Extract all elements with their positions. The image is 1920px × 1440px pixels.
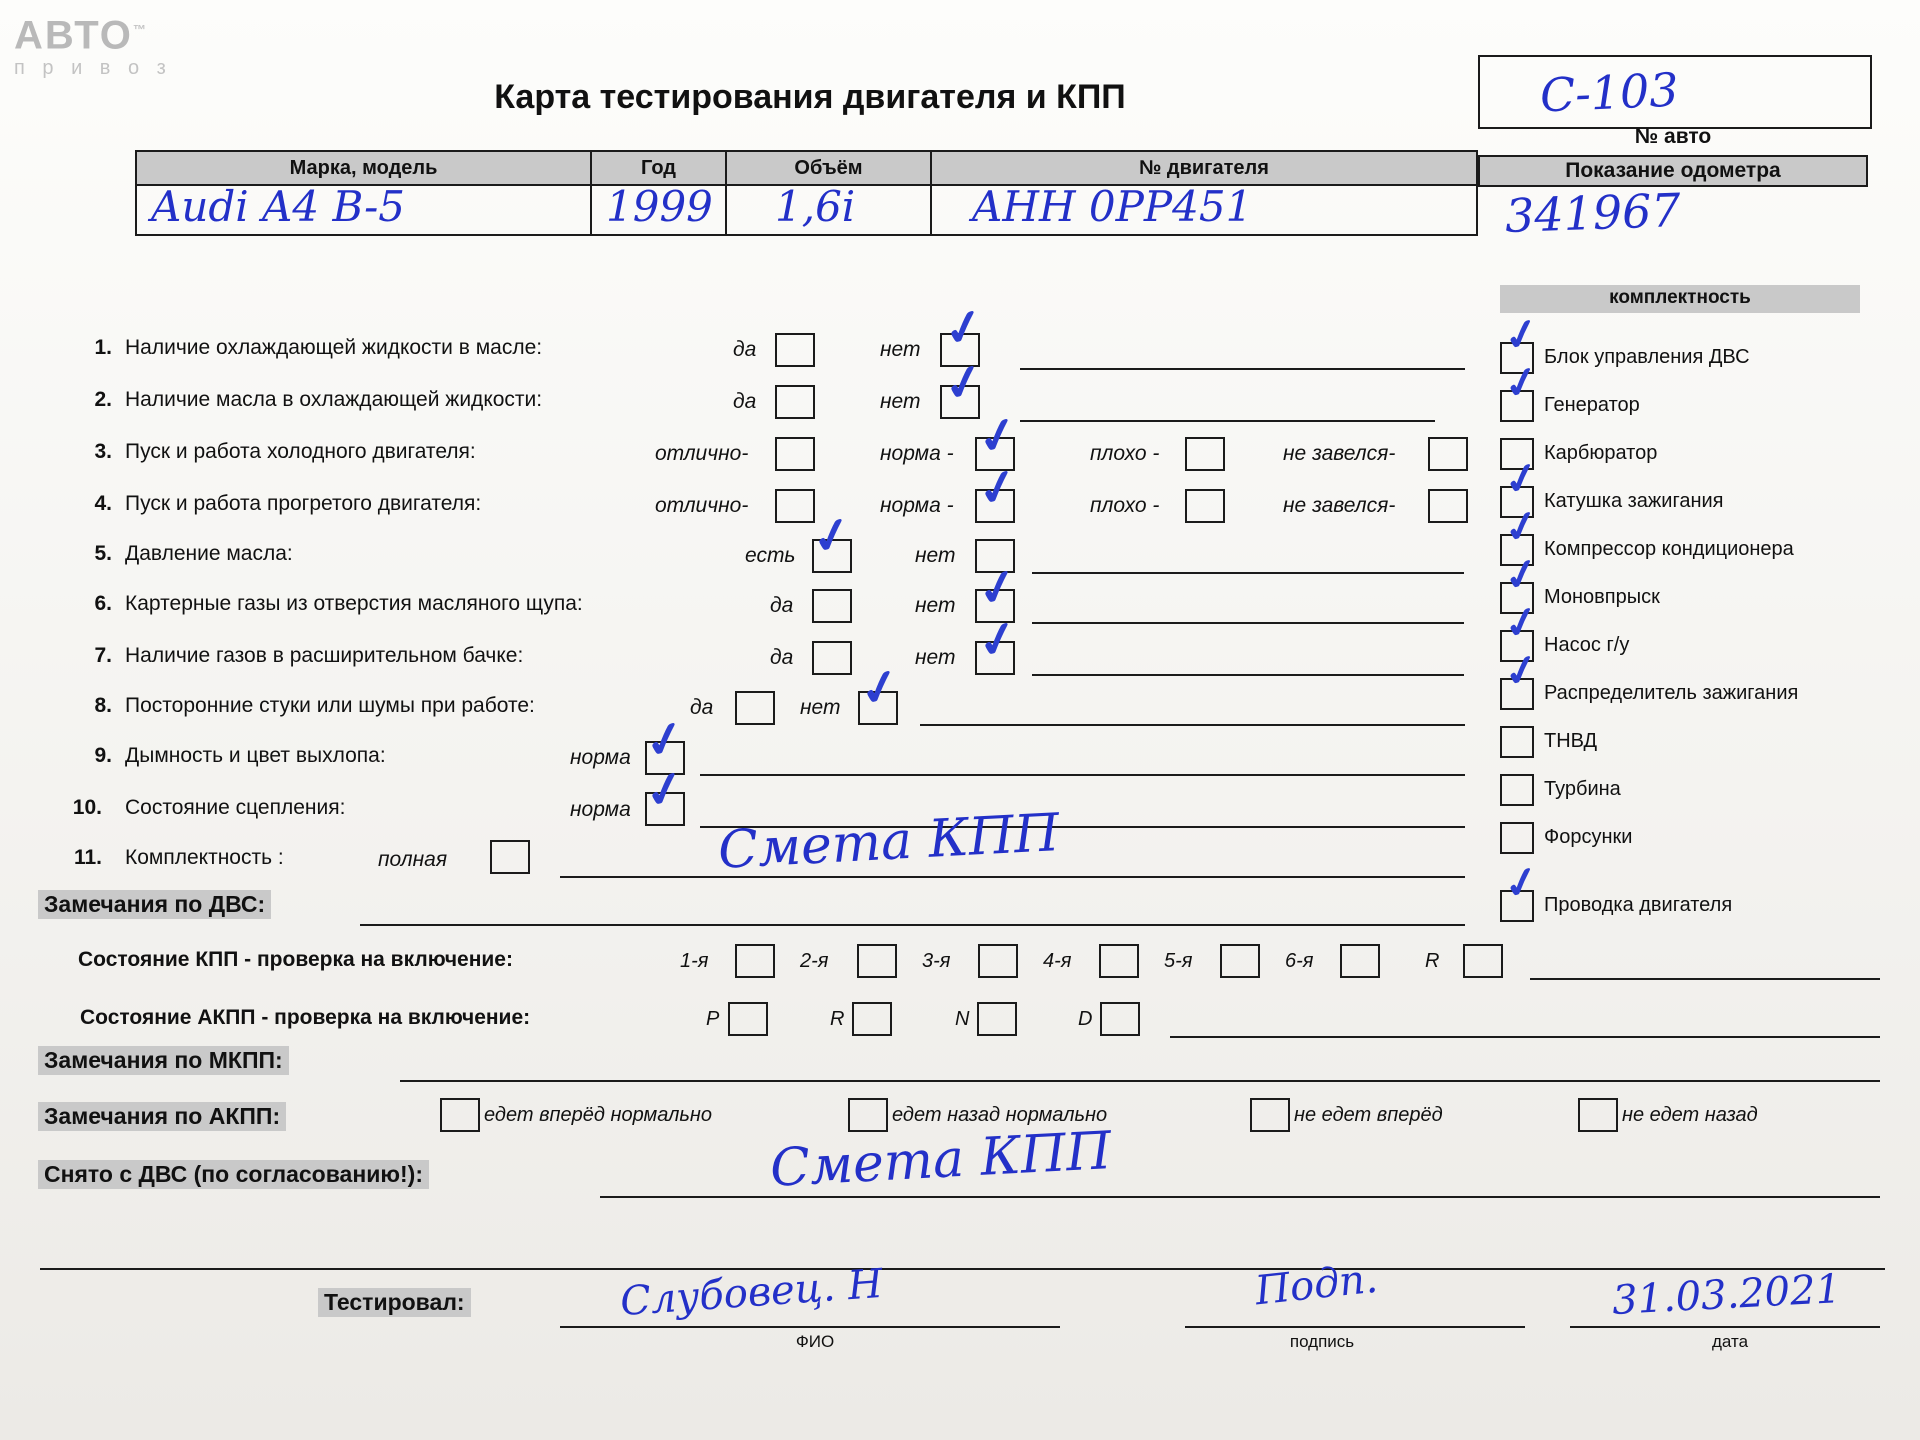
complectnost-check-mark: ✓	[1499, 306, 1544, 363]
signature-value: Подп.	[1252, 1255, 1380, 1315]
item-4-opt-excellent-label: отлично-	[655, 494, 749, 517]
item-3-checkbox-nostart[interactable]	[1428, 437, 1468, 471]
val-year: 1999	[606, 182, 713, 231]
item-6-opt-no-label: нет	[915, 594, 956, 617]
item-9-note-line	[700, 774, 1465, 776]
item-4-checkbox-normal[interactable]	[975, 489, 1015, 523]
footer-divider	[40, 1268, 1885, 1270]
complectnost-label: Форсунки	[1544, 826, 1633, 848]
complectnost-label: Проводка двигателя	[1544, 894, 1733, 916]
item-3-opt-excellent-label: отлично-	[655, 442, 749, 465]
item-11-label: Комплектность :	[125, 846, 284, 869]
akpp-row-line	[1170, 1036, 1880, 1038]
item-9-number: 9.	[94, 744, 112, 767]
item-4-number: 4.	[94, 492, 112, 515]
val-brand-model-cell	[137, 182, 592, 236]
complectnost-checkbox[interactable]	[1500, 890, 1534, 922]
date-value: 31.03.2021	[1610, 1266, 1843, 1324]
item-11-number: 11.	[73, 846, 102, 869]
item-3-opt-nostart-label: не завелся-	[1283, 442, 1396, 465]
item-6-checkbox-yes[interactable]	[812, 589, 852, 623]
complectnost-label: Блок управления ДВС	[1544, 346, 1750, 368]
mkpp-gear-6-label: 6-я	[1285, 950, 1314, 972]
item-4-opt-bad-label: плохо -	[1090, 494, 1160, 517]
complectnost-label: Карбюратор	[1544, 442, 1658, 464]
item-9-opt-normal-label: норма	[570, 746, 631, 769]
item-1-checkbox-yes[interactable]	[775, 333, 815, 367]
fio-label: ФИО	[795, 1332, 835, 1351]
item-8-opt-no-label: нет	[800, 696, 841, 719]
complectnost-checkbox[interactable]	[1500, 438, 1534, 470]
item-4-label: Пуск и работа прогретого двигателя:	[125, 492, 482, 515]
complectnost-checkbox[interactable]	[1500, 630, 1534, 662]
complectnost-label: Турбина	[1544, 778, 1621, 800]
item-2-checkbox-no[interactable]	[940, 385, 980, 419]
mkpp-notes-label: Замечания по МКПП:	[38, 1046, 289, 1075]
item-7-opt-yes-label: да	[770, 646, 794, 669]
signature-line	[1185, 1326, 1525, 1328]
item-7-number: 7.	[94, 644, 112, 667]
complectnost-label: Моновпрыск	[1544, 586, 1660, 608]
item-3-label: Пуск и работа холодного двигателя:	[125, 440, 476, 463]
val-volume: 1,6i	[775, 182, 856, 231]
item-6-number: 6.	[94, 592, 112, 615]
item-7-checkbox-yes[interactable]	[812, 641, 852, 675]
val-volume-cell	[727, 182, 932, 236]
removed-from-dvs-value: Смета КПП	[768, 1121, 1113, 1199]
complectnost-checkbox[interactable]	[1500, 774, 1534, 806]
item-8-opt-yes-label: да	[690, 696, 714, 719]
item-3-opt-normal-label: норма -	[880, 442, 954, 465]
item-3-number: 3.	[94, 440, 112, 463]
complectnost-title: комплектность	[1500, 285, 1860, 313]
item-2-checkbox-yes[interactable]	[775, 385, 815, 419]
complectnost-label: ТНВД	[1544, 730, 1598, 752]
car-number-value: C-103	[1538, 62, 1680, 123]
page-title: Карта тестирования двигателя и КПП	[494, 78, 1126, 116]
akpp-option-reverse-ok-checkbox[interactable]	[848, 1098, 888, 1132]
mkpp-gear-1-checkbox[interactable]	[735, 944, 775, 978]
complectnost-checkbox[interactable]	[1500, 822, 1534, 854]
complectnost-label: Генератор	[1544, 394, 1640, 416]
item-7-check-mark: ✓	[972, 608, 1024, 672]
logo-sub: п р и в о з	[14, 57, 172, 80]
complectnost-check-mark: ✓	[1499, 498, 1544, 555]
item-10-label: Состояние сцепления:	[125, 796, 346, 819]
mkpp-gear-5-label: 5-я	[1164, 950, 1193, 972]
item-9-check-mark: ✓	[639, 708, 691, 772]
item-8-number: 8.	[94, 694, 112, 717]
item-1-number: 1.	[94, 336, 112, 359]
complectnost-item-provodka-dvigatelya[interactable]	[1499, 854, 1920, 926]
akpp-option-no-forward-checkbox[interactable]	[1250, 1098, 1290, 1132]
tester-name-value: Слубовец. Н	[618, 1260, 885, 1326]
item-10-checkbox-normal[interactable]	[645, 792, 685, 826]
item-2-opt-yes-label: да	[733, 390, 757, 413]
complectnost-checkbox[interactable]	[1500, 582, 1534, 614]
item-1-check-mark: ✓	[938, 296, 990, 360]
signature-label: подпись	[1289, 1332, 1355, 1351]
complectnost-item-turbina[interactable]	[1500, 772, 1920, 810]
complectnost-checkbox[interactable]	[1500, 726, 1534, 758]
odometer-label: Показание одометра	[1478, 155, 1868, 187]
item-4-check-mark: ✓	[972, 456, 1024, 520]
item-2-note-line	[1020, 420, 1435, 422]
item-1-label: Наличие охлаждающей жидкости в масле:	[125, 336, 543, 359]
item-4-checkbox-nostart[interactable]	[1428, 489, 1468, 523]
complectnost-label: Компрессор кондиционера	[1544, 538, 1794, 560]
item-4-checkbox-bad[interactable]	[1185, 489, 1225, 523]
col-brand-model: Марка, модель	[137, 152, 592, 186]
logo-brand: АВТО™	[14, 13, 148, 58]
mkpp-row-line	[1530, 978, 1880, 980]
item-7-label: Наличие газов в расширительном бачке:	[125, 644, 524, 667]
odometer-value: 341967	[1504, 182, 1682, 244]
complectnost-checkbox[interactable]	[1500, 486, 1534, 518]
item-6-check-mark: ✓	[972, 556, 1024, 620]
dvs-notes-line	[360, 924, 1465, 926]
item-6-opt-yes-label: да	[770, 594, 794, 617]
item-11-opt-full-label: полная	[378, 848, 448, 871]
item-9-checkbox-normal[interactable]	[645, 741, 685, 775]
item-3-checkbox-excellent[interactable]	[775, 437, 815, 471]
item-7-checkbox-no[interactable]	[975, 641, 1015, 675]
item-6-checkbox-no[interactable]	[975, 589, 1015, 623]
col-engine-number: № двигателя	[932, 152, 1476, 186]
akpp-option-forward-ok-checkbox[interactable]	[440, 1098, 480, 1132]
item-1-checkbox-no[interactable]	[940, 333, 980, 367]
mkpp-gear-3-checkbox[interactable]	[978, 944, 1018, 978]
mkpp-gear-1-label: 1-я	[680, 950, 709, 972]
item-11-note-value: Смета КПП	[716, 803, 1061, 881]
complectnost-item-blok-upravleniya-dvs[interactable]	[1499, 306, 1920, 378]
complectnost-label: Катушка зажигания	[1544, 490, 1724, 512]
item-2-label: Наличие масла в охлаждающей жидкости:	[125, 388, 543, 411]
item-1-opt-yes-label: да	[733, 338, 757, 361]
item-5-label: Давление масла:	[125, 542, 293, 565]
complectnost-check-mark: ✓	[1499, 854, 1544, 911]
date-line	[1570, 1326, 1880, 1328]
item-8-label: Посторонние стуки или шумы при работе:	[125, 694, 535, 717]
complectnost-check-mark: ✓	[1499, 450, 1544, 507]
item-6-label: Картерные газы из отверстия масляного щупа:	[125, 592, 583, 615]
complectnost-item-karbyurator[interactable]	[1500, 436, 1920, 474]
akpp-mode-r-label: R	[830, 1008, 845, 1030]
akpp-check-label: Состояние АКПП - проверка на включение:	[80, 1006, 531, 1029]
item-8-check-mark: ✓	[854, 656, 906, 720]
item-3-check-mark: ✓	[972, 404, 1024, 468]
col-year: Год	[592, 152, 727, 186]
complectnost-checkbox[interactable]	[1500, 534, 1534, 566]
item-10-check-mark: ✓	[639, 758, 691, 822]
avtoprivoz-logo	[14, 10, 189, 82]
akpp-option-no-forward-label: не едет вперёд	[1294, 1104, 1443, 1126]
complectnost-check-mark: ✓	[1499, 642, 1544, 699]
item-10-number: 10.	[72, 796, 102, 819]
val-year-cell	[592, 182, 727, 236]
item-3-checkbox-normal[interactable]	[975, 437, 1015, 471]
complectnost-checkbox[interactable]	[1500, 678, 1534, 710]
akpp-option-forward-ok-label: едет вперёд нормально	[484, 1104, 713, 1126]
akpp-option-no-reverse-checkbox[interactable]	[1578, 1098, 1618, 1132]
item-5-opt-no-label: нет	[915, 544, 956, 567]
mkpp-check-label: Состояние КПП - проверка на включение:	[78, 948, 513, 971]
item-10-opt-normal-label: норма	[570, 798, 631, 821]
val-brand-model: Audi A4 B-5	[151, 182, 406, 231]
akpp-notes-label: Замечания по АКПП:	[38, 1102, 286, 1131]
complectnost-label: Насос г/у	[1544, 634, 1630, 656]
akpp-mode-d-label: D	[1078, 1008, 1093, 1030]
item-2-check-mark: ✓	[938, 351, 990, 415]
mkpp-gear-r-checkbox[interactable]	[1463, 944, 1503, 978]
logo-tm: ™	[132, 22, 148, 37]
akpp-mode-n-checkbox[interactable]	[977, 1002, 1017, 1036]
mkpp-notes-line	[400, 1080, 1880, 1082]
complectnost-label: Распределитель зажигания	[1544, 682, 1799, 704]
item-11-checkbox-full[interactable]	[490, 840, 530, 874]
akpp-option-reverse-ok-label: едет назад нормально	[892, 1104, 1108, 1126]
item-11-note-line	[560, 876, 1465, 878]
item-2-opt-no-label: нет	[880, 390, 921, 413]
item-5-note-line	[1032, 572, 1464, 574]
item-5-number: 5.	[94, 542, 112, 565]
item-7-opt-no-label: нет	[915, 646, 956, 669]
item-8-checkbox-no[interactable]	[858, 691, 898, 725]
item-7-note-line	[1032, 674, 1464, 676]
val-engine-number: AHH 0PP451	[972, 182, 1253, 231]
akpp-mode-d-checkbox[interactable]	[1100, 1002, 1140, 1036]
mkpp-gear-2-label: 2-я	[800, 950, 829, 972]
col-volume: Объём	[727, 152, 932, 186]
item-5-opt-yes-label: есть	[745, 544, 796, 567]
akpp-option-no-reverse-label: не едет назад	[1622, 1104, 1758, 1126]
item-1-opt-no-label: нет	[880, 338, 921, 361]
item-3-opt-bad-label: плохо -	[1090, 442, 1160, 465]
item-1-note-line	[1020, 368, 1465, 370]
mkpp-gear-r-label: R	[1425, 950, 1440, 972]
tester-name-line	[560, 1326, 1060, 1328]
car-number-label: № авто	[1634, 125, 1712, 148]
mkpp-gear-6-checkbox[interactable]	[1340, 944, 1380, 978]
item-8-checkbox-yes[interactable]	[735, 691, 775, 725]
complectnost-item-tnvd[interactable]	[1500, 724, 1920, 762]
complectnost-checkbox[interactable]	[1500, 342, 1534, 374]
akpp-mode-n-label: N	[955, 1008, 970, 1030]
item-5-checkbox-yes[interactable]	[812, 539, 852, 573]
vehicle-header-table	[135, 150, 1478, 236]
mkpp-gear-2-checkbox[interactable]	[857, 944, 897, 978]
mkpp-gear-4-checkbox[interactable]	[1099, 944, 1139, 978]
item-9-label: Дымность и цвет выхлопа:	[125, 744, 386, 767]
akpp-mode-r-checkbox[interactable]	[852, 1002, 892, 1036]
date-label: дата	[1711, 1332, 1749, 1351]
complectnost-check-mark: ✓	[1499, 546, 1544, 603]
tested-by-label: Тестировал:	[318, 1288, 471, 1317]
item-8-note-line	[920, 724, 1465, 726]
complectnost-check-mark: ✓	[1499, 594, 1544, 651]
mkpp-gear-5-checkbox[interactable]	[1220, 944, 1260, 978]
val-engine-number-cell	[932, 182, 1476, 236]
dvs-notes-label: Замечания по ДВС:	[38, 890, 271, 919]
item-6-note-line	[1032, 622, 1464, 624]
item-5-checkbox-no[interactable]	[975, 539, 1015, 573]
item-3-checkbox-bad[interactable]	[1185, 437, 1225, 471]
akpp-mode-p-label: P	[706, 1008, 720, 1030]
item-4-opt-nostart-label: не завелся-	[1283, 494, 1396, 517]
item-2-number: 2.	[94, 388, 112, 411]
removed-from-dvs-label: Снято с ДВС (по согласованию!):	[38, 1160, 429, 1189]
mkpp-gear-3-label: 3-я	[922, 950, 951, 972]
complectnost-item-forsunki[interactable]	[1500, 820, 1920, 858]
item-4-checkbox-excellent[interactable]	[775, 489, 815, 523]
akpp-mode-p-checkbox[interactable]	[728, 1002, 768, 1036]
mkpp-gear-4-label: 4-я	[1043, 950, 1072, 972]
item-5-check-mark: ✓	[806, 504, 858, 568]
complectnost-check-mark: ✓	[1499, 354, 1544, 411]
complectnost-checkbox[interactable]	[1500, 390, 1534, 422]
item-4-opt-normal-label: норма -	[880, 494, 954, 517]
